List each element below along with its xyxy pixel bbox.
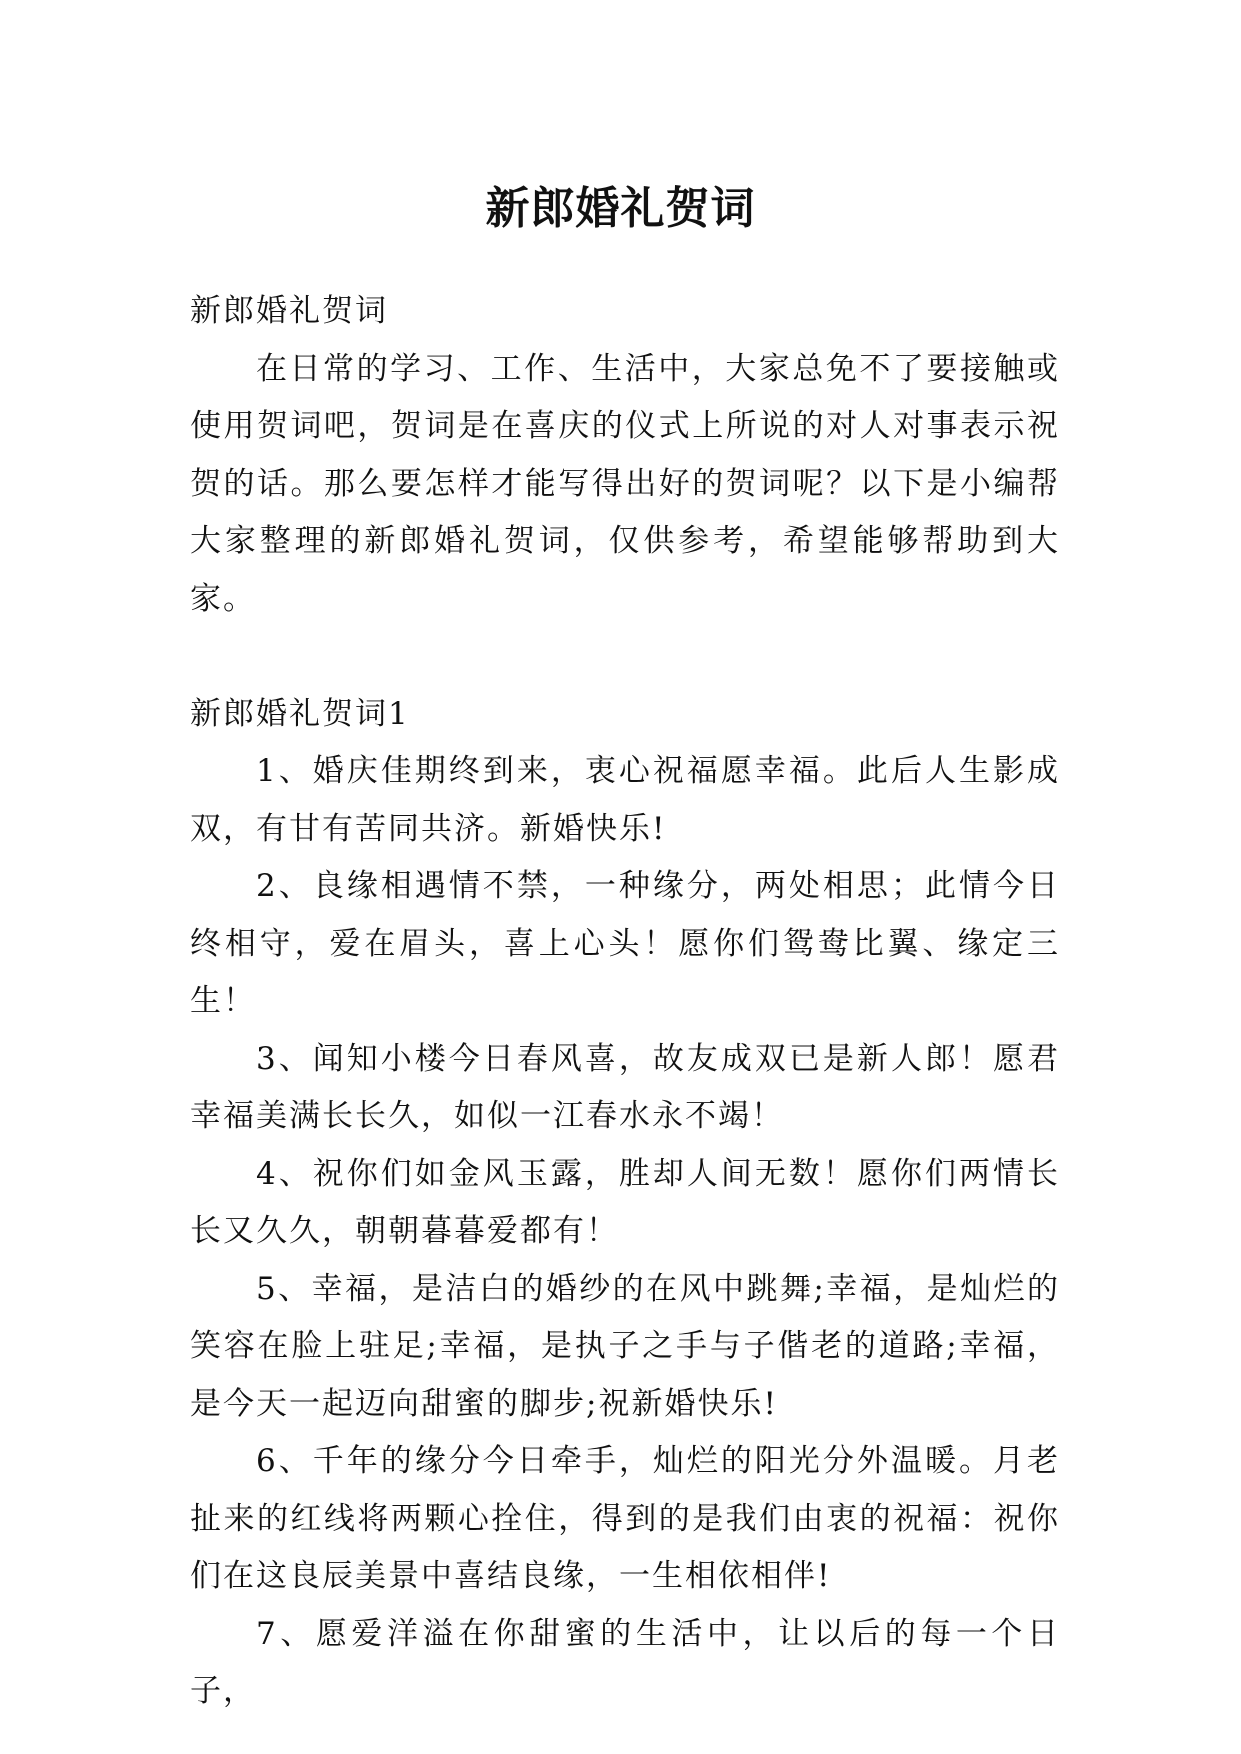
wish-item-1: 1、婚庆佳期终到来，衷心祝福愿幸福。此后人生影成双，有甘有苦同共济。新婚快乐! — [190, 753, 1060, 847]
intro-paragraph: 在日常的学习、工作、生活中，大家总免不了要接触或使用贺词吧，贺词是在喜庆的仪式上所说的对人对事表示祝贺的话。那么要怎样才能写得出好的贺词呢？以下是小编帮大家整理的新郎婚礼贺词，仅供参考，希望能够帮助到大家。 — [190, 350, 1060, 617]
wish-item-6: 6、千年的缘分今日牵手，灿烂的阳光分外温暖。月老扯来的红线将两颗心拴住，得到的是我们由衷的祝福：祝你们在这良辰美景中喜结良缘，一生相依相伴! — [190, 1443, 1060, 1594]
wish-item-2: 2、良缘相遇情不禁，一种缘分，两处相思；此情今日终相守，爱在眉头，喜上心头！愿你们鸳鸯比翼、缘定三生！ — [190, 868, 1060, 1019]
wish-item-3: 3、闻知小楼今日春风喜，故友成双已是新人郎！愿君幸福美满长长久，如似一江春水永不竭！ — [190, 1040, 1060, 1134]
paragraph-gap — [190, 628, 1060, 686]
document-body — [190, 283, 1060, 1721]
document-subtitle: 新郎婚礼贺词 — [190, 293, 388, 329]
document-title: 新郎婚礼贺词 — [485, 183, 756, 235]
wish-item-5: 5、幸福，是洁白的婚纱的在风中跳舞;幸福，是灿烂的笑容在脸上驻足;幸福，是执子之手与子偕老的道路;幸福，是今天一起迈向甜蜜的脚步;祝新婚快乐! — [190, 1270, 1060, 1422]
section-heading: 新郎婚礼贺词1 — [190, 695, 410, 732]
wish-item-4: 4、祝你们如金风玉露，胜却人间无数！愿你们两情长长又久久，朝朝暮暮爱都有！ — [190, 1155, 1060, 1249]
wish-item-7: 7、愿爱洋溢在你甜蜜的生活中，让以后的每一个日子， — [190, 1615, 1060, 1709]
